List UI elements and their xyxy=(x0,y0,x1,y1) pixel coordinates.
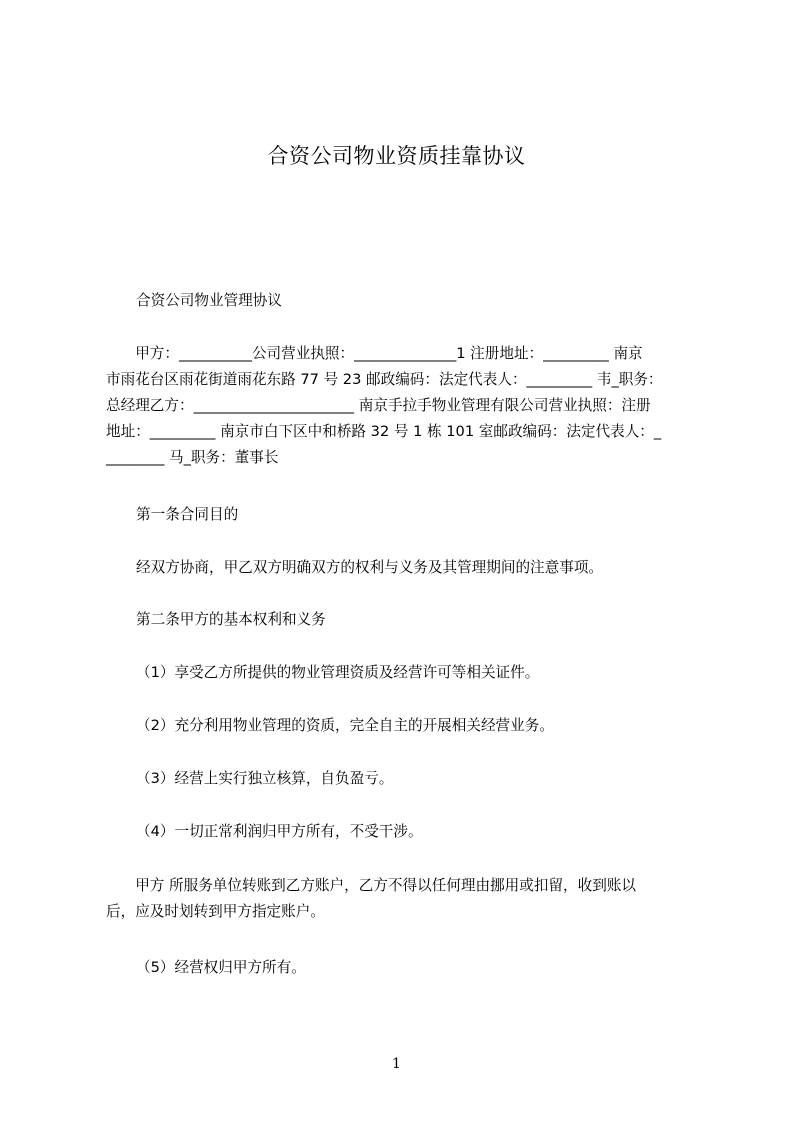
article-2-item-1: （1）享受乙方所提供的物业管理资质及经营许可等相关证件。 xyxy=(136,664,540,681)
article-2-heading: 第二条甲方的基本权利和义务 xyxy=(136,611,326,628)
article-2-item-3: （3）经营上实行独立核算，自负盈亏。 xyxy=(136,770,394,787)
agreement-subtitle: 合资公司物业管理协议 xyxy=(136,292,282,309)
article-2-item-2: （2）充分利用物业管理的资质，完全自主的开展相关经营业务。 xyxy=(136,717,554,734)
parties-line-5: ________ 马_职务：董事长 xyxy=(106,449,279,466)
transfer-line-2: 后，应及时划转到甲方指定账户。 xyxy=(106,903,325,920)
document-title: 合资公司物业资质挂靠协议 xyxy=(267,144,526,168)
parties-paragraph xyxy=(106,341,699,471)
parties-line-1: 甲方：__________公司营业执照：______________1 注册地址：_________ 南京 xyxy=(106,345,643,362)
article-1-body: 经双方协商，甲乙双方明确双方的权利与义务及其管理期间的注意事项。 xyxy=(136,559,604,576)
parties-line-4: 地址：_________ 南京市白下区中和桥路 32 号 1 栋 101 室邮政编码：法定代表人：_ xyxy=(106,423,662,440)
transfer-paragraph xyxy=(106,873,699,925)
article-1-heading: 第一条合同目的 xyxy=(136,506,239,523)
transfer-line-1: 甲方 所服务单位转账到乙方账户，乙方不得以任何理由挪用或扣留，收到账以 xyxy=(106,877,637,894)
article-2-item-5: （5）经营权归甲方所有。 xyxy=(136,959,306,976)
page-number: 1 xyxy=(392,1056,401,1072)
article-2-item-4: （4）一切正常利润归甲方所有，不受干涉。 xyxy=(136,823,423,840)
parties-line-2: 市雨花台区雨花街道雨花东路 77 号 23 邮政编码：法定代表人：_________ 韦_职务： xyxy=(106,371,663,388)
parties-line-3: 总经理乙方：______________________ 南京手拉手物业管理有限公司营业执照：注册 xyxy=(106,397,651,414)
